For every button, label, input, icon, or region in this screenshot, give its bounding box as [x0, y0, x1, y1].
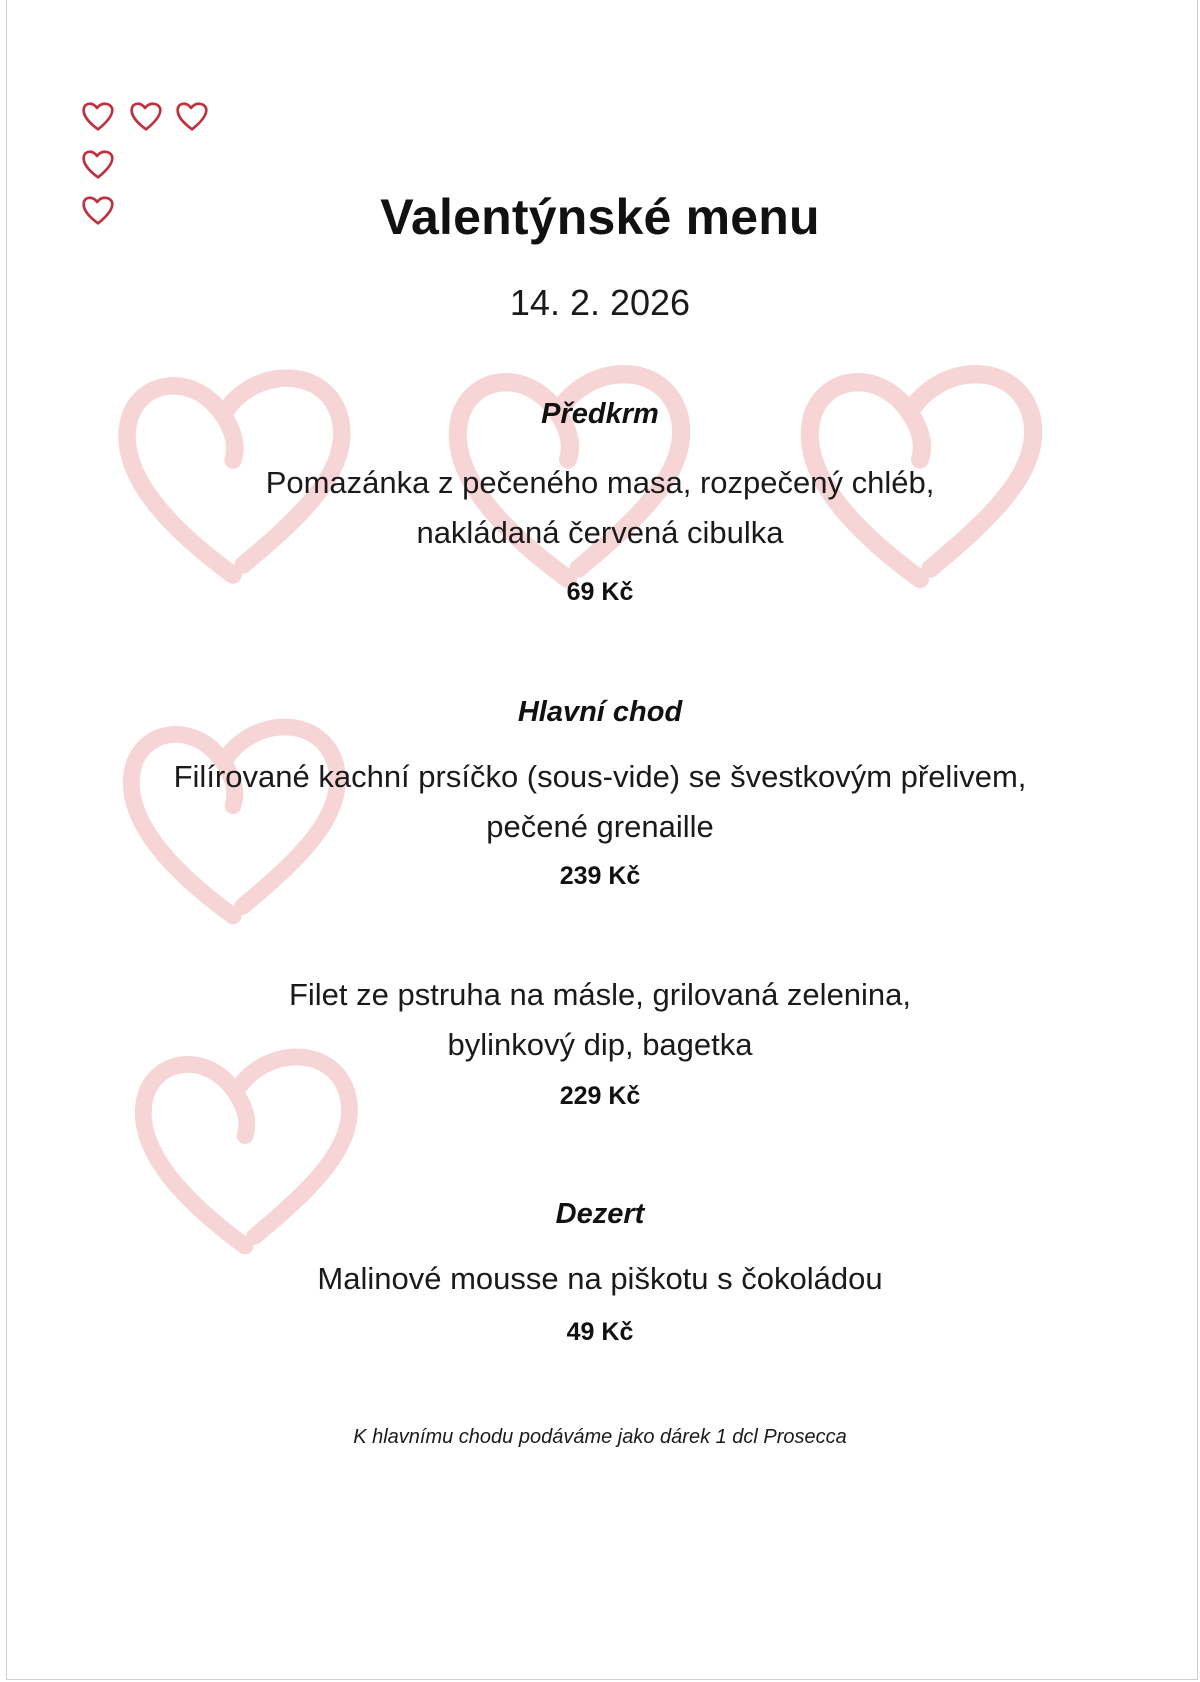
dish-line: Filet ze pstruha na másle, grilovaná zelenina, [288, 977, 912, 1012]
dish-line: pečené grenaille [486, 809, 714, 844]
dish-line: Filírované kachní prsíčko (sous-vide) se švestkovým přelivem, [173, 759, 1027, 794]
section-heading-main: Hlavní chod [517, 696, 683, 728]
menu-footnote: K hlavnímu chodu podáváme jako dárek 1 dcl Prosecca [353, 1426, 847, 1448]
dish-price: 49 Kč [566, 1318, 634, 1346]
dish-price: 229 Kč [559, 1082, 641, 1110]
menu-title: Valentýnské menu [380, 189, 820, 245]
dish-line: bylinkový dip, bagetka [447, 1027, 753, 1062]
dish-price: 69 Kč [566, 578, 634, 606]
menu-date: 14. 2. 2026 [509, 282, 691, 323]
section-heading-starter: Předkrm [541, 398, 659, 430]
dish-line: Pomazánka z pečeného masa, rozpečený chléb, [265, 465, 935, 500]
dish-price: 239 Kč [559, 862, 641, 890]
dish-line: nakládaná červená cibulka [416, 515, 784, 550]
dish-line: Malinové mousse na piškotu s čokoládou [317, 1261, 883, 1296]
section-heading-dessert: Dezert [555, 1198, 645, 1230]
